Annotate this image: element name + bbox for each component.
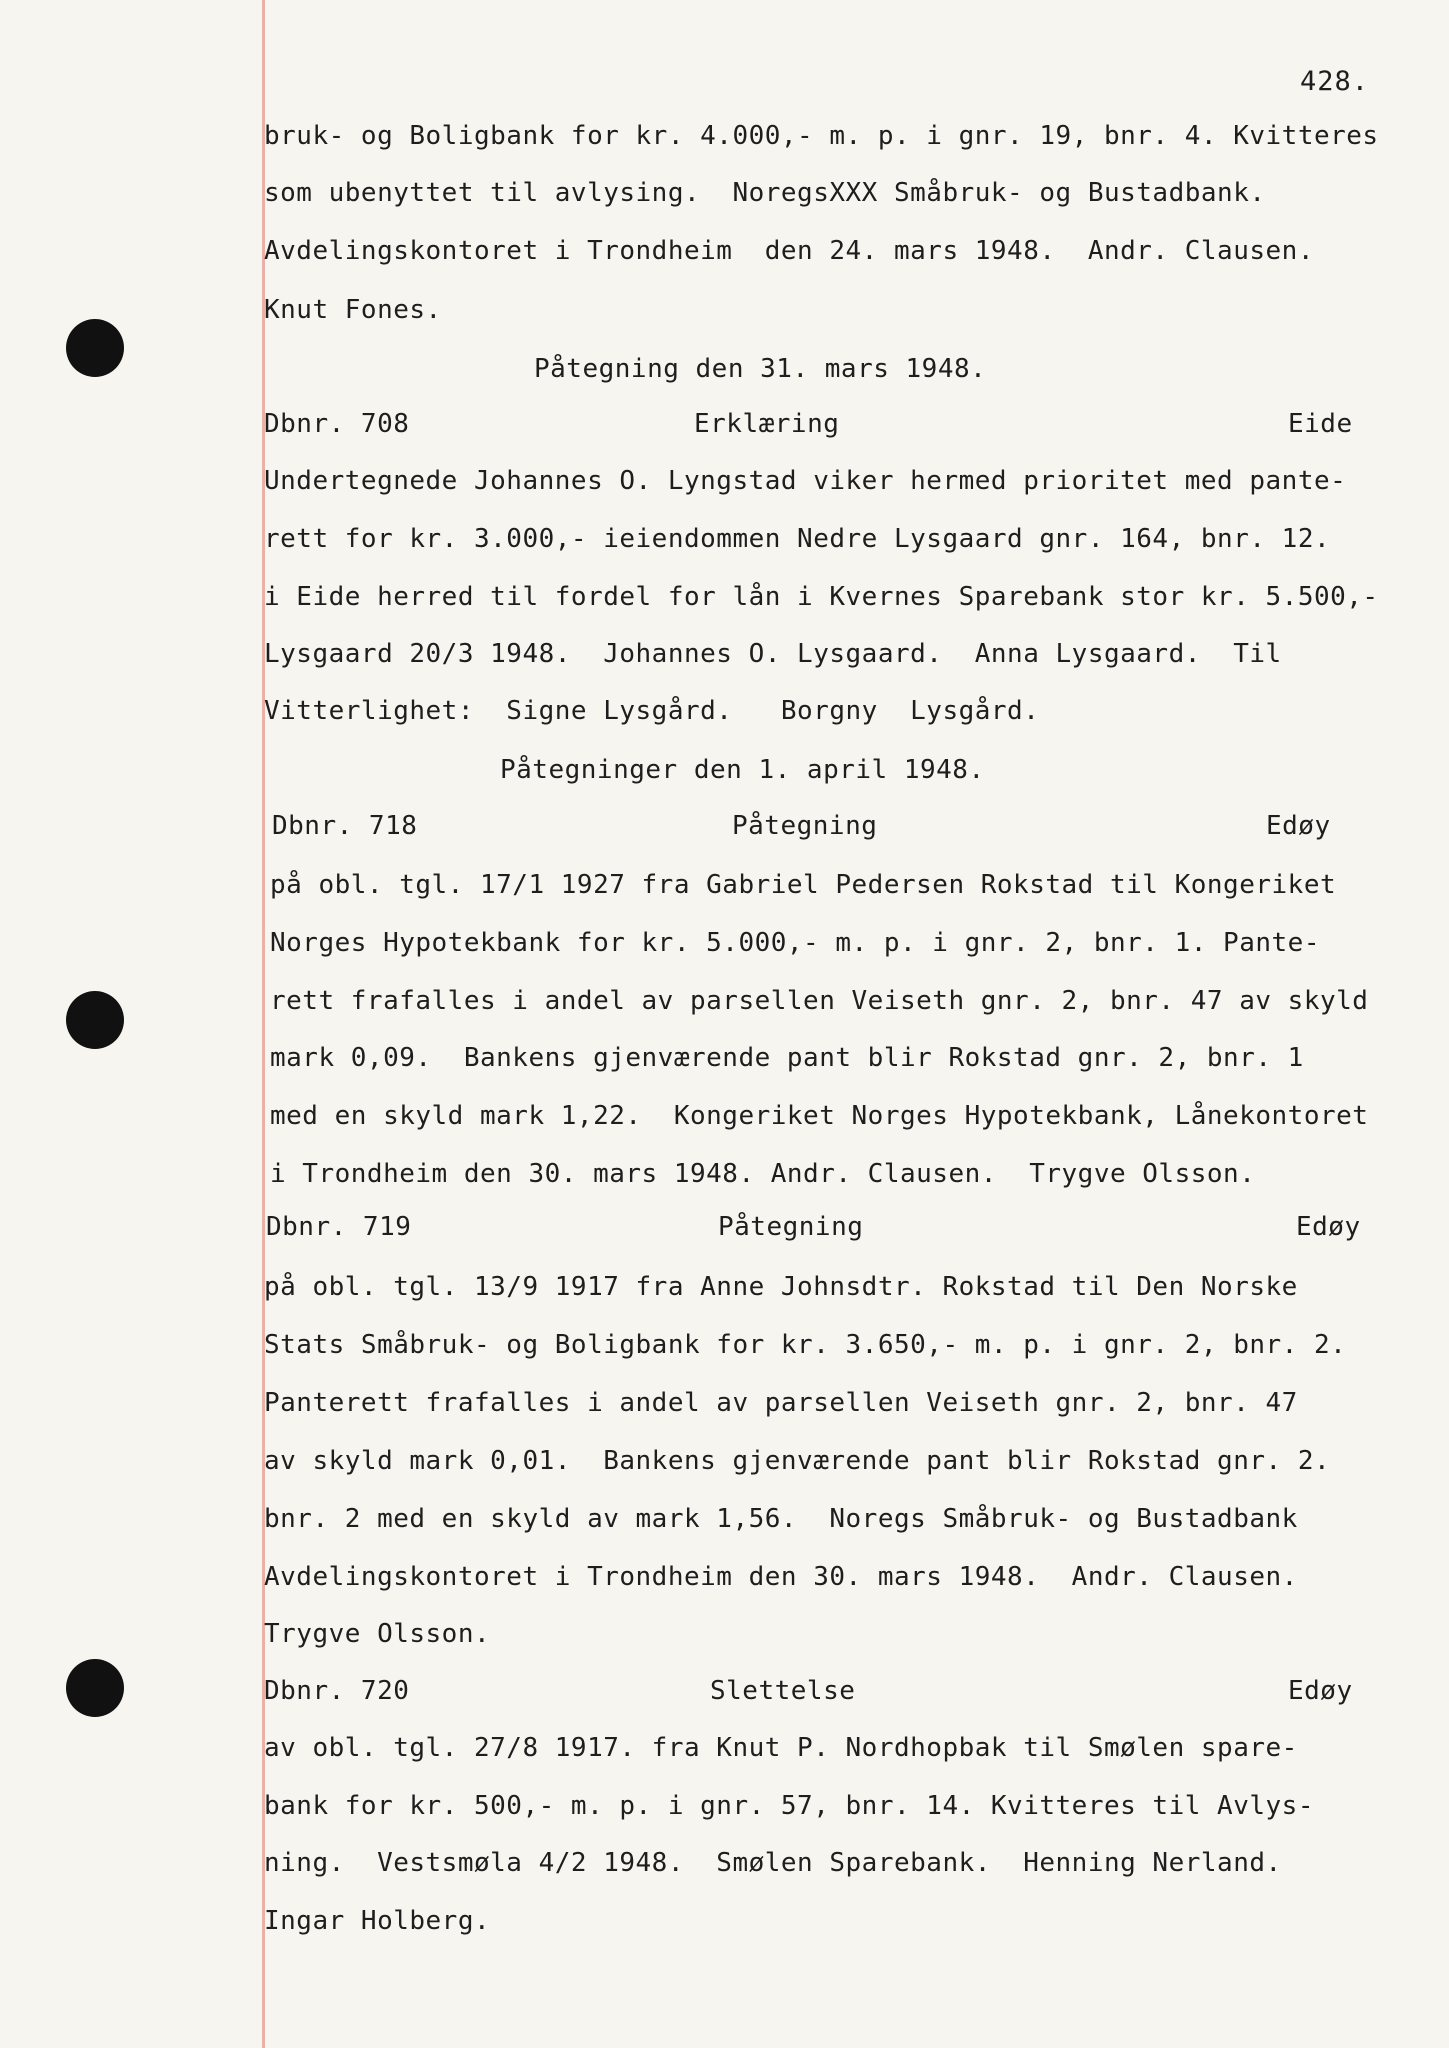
text-line: på obl. tgl. 17/1 1927 fra Gabriel Pedersen Rokstad til Kongeriket	[270, 870, 1337, 900]
entry-number: Dbnr. 719	[266, 1212, 412, 1242]
section-heading: Påtegning den 31. mars 1948.	[534, 354, 987, 384]
text-line: rett frafalles i andel av parsellen Veiseth gnr. 2, bnr. 47 av skyld	[270, 986, 1369, 1016]
text-line: Panterett frafalles i andel av parsellen Veiseth gnr. 2, bnr. 47	[264, 1388, 1298, 1418]
entry-number: Dbnr. 718	[272, 811, 418, 841]
entry-number: Dbnr. 708	[264, 409, 410, 439]
entry-type: Erklæring	[694, 409, 840, 439]
text-line: i Trondheim den 30. mars 1948. Andr. Clausen. Trygve Olsson.	[270, 1159, 1256, 1189]
text-line: Avdelingskontoret i Trondheim den 30. mars 1948. Andr. Clausen.	[264, 1562, 1298, 1592]
punch-hole-bottom	[66, 1659, 124, 1717]
text-line: med en skyld mark 1,22. Kongeriket Norges Hypotekbank, Lånekontoret	[270, 1101, 1369, 1131]
text-line: på obl. tgl. 13/9 1917 fra Anne Johnsdtr. Rokstad til Den Norske	[264, 1272, 1298, 1302]
page-number: 428.	[1300, 66, 1370, 97]
entry-type: Slettelse	[710, 1676, 856, 1706]
entry-place: Eide	[1288, 409, 1353, 439]
entry-place: Edøy	[1288, 1676, 1353, 1706]
text-line: ning. Vestsmøla 4/2 1948. Smølen Sparebank. Henning Nerland.	[264, 1848, 1282, 1878]
text-line: bank for kr. 500,- m. p. i gnr. 57, bnr. 14. Kvitteres til Avlys-	[264, 1791, 1314, 1821]
text-line: rett for kr. 3.000,- ieiendommen Nedre Lysgaard gnr. 164, bnr. 12.	[264, 524, 1331, 554]
text-line: Avdelingskontoret i Trondheim den 24. mars 1948. Andr. Clausen.	[264, 236, 1314, 266]
text-line: av obl. tgl. 27/8 1917. fra Knut P. Nordhopbak til Smølen spare-	[264, 1733, 1298, 1763]
text-line: i Eide herred til fordel for lån i Kvernes Sparebank stor kr. 5.500,-	[264, 582, 1379, 612]
entry-type: Påtegning	[718, 1212, 864, 1242]
entry-place: Edøy	[1266, 811, 1331, 841]
entry-number: Dbnr. 720	[264, 1676, 410, 1706]
text-line: Lysgaard 20/3 1948. Johannes O. Lysgaard. Anna Lysgaard. Til	[264, 639, 1282, 669]
text-line: som ubenyttet til avlysing. NoregsXXX Småbruk- og Bustadbank.	[264, 178, 1266, 208]
text-line: Undertegnede Johannes O. Lyngstad viker hermed prioritet med pante-	[264, 466, 1347, 496]
entry-type: Påtegning	[732, 811, 878, 841]
section-heading: Påtegninger den 1. april 1948.	[500, 755, 985, 785]
text-line: Trygve Olsson.	[264, 1619, 491, 1649]
text-line: Ingar Holberg.	[264, 1906, 491, 1936]
text-line: bnr. 2 med en skyld av mark 1,56. Noregs Småbruk- og Bustadbank	[264, 1504, 1298, 1534]
text-line: Knut Fones.	[264, 295, 442, 325]
punch-hole-middle	[66, 991, 124, 1049]
text-line: mark 0,09. Bankens gjenværende pant blir Rokstad gnr. 2, bnr. 1	[270, 1043, 1304, 1073]
text-line: Vitterlighet: Signe Lysgård. Borgny Lysgård.	[264, 696, 1040, 726]
text-line: Norges Hypotekbank for kr. 5.000,- m. p. i gnr. 2, bnr. 1. Pante-	[270, 928, 1320, 958]
text-line: av skyld mark 0,01. Bankens gjenværende pant blir Rokstad gnr. 2.	[264, 1446, 1331, 1476]
punch-hole-top	[66, 319, 124, 377]
entry-place: Edøy	[1296, 1212, 1361, 1242]
text-line: bruk- og Boligbank for kr. 4.000,- m. p. i gnr. 19, bnr. 4. Kvitteres	[264, 121, 1379, 151]
text-line: Stats Småbruk- og Boligbank for kr. 3.650,- m. p. i gnr. 2, bnr. 2.	[264, 1330, 1347, 1360]
